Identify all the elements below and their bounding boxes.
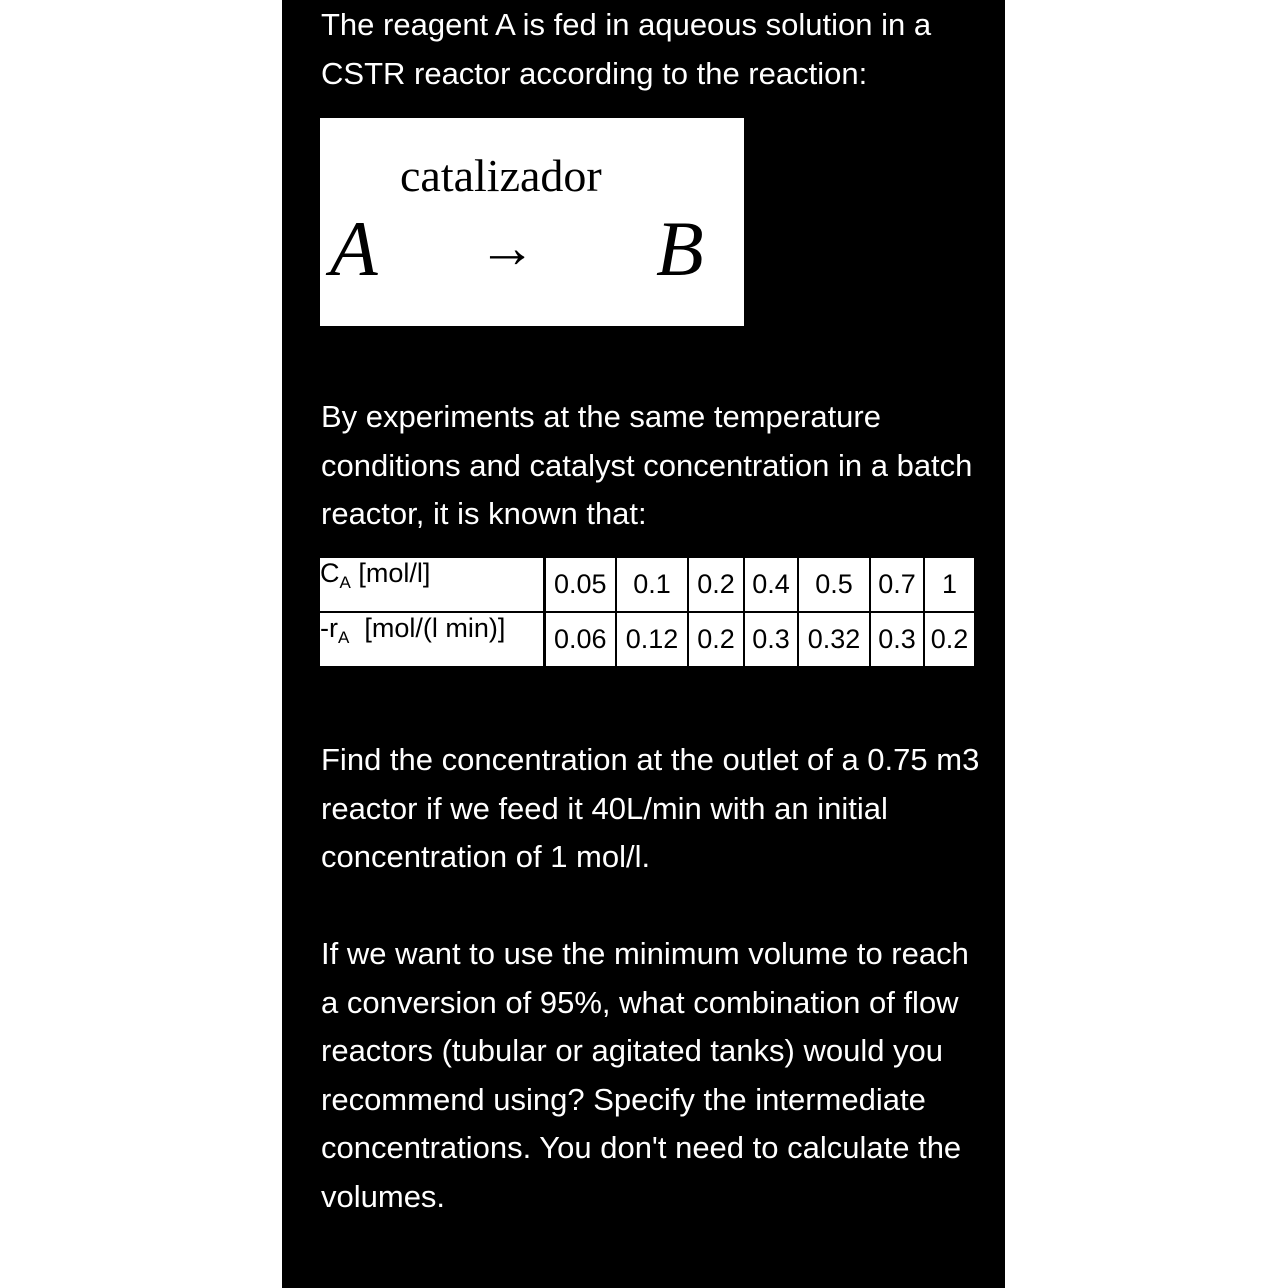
table-cell: 0.2 — [924, 612, 974, 666]
table-cell: 0.1 — [616, 558, 688, 612]
question-two-paragraph: If we want to use the minimum volume to reach a conversion of 95%, what combination of flow reactors (tubular or agitated tanks) would you recommend using? Specify the intermediate concentrations. You don't need to calculate the volumes. — [321, 936, 969, 1214]
reaction-arrow-icon: → — [478, 215, 536, 280]
reactant-symbol: A — [330, 205, 378, 292]
reaction-equation-image — [320, 118, 744, 326]
intro-paragraph: The reagent A is fed in aqueous solution in a CSTR reactor according to the reaction: — [321, 7, 932, 91]
table-cell: 0.5 — [798, 558, 870, 612]
table-cell: 0.06 — [544, 612, 616, 666]
table-cell: 0.12 — [616, 612, 688, 666]
table-cell: 0.2 — [688, 612, 744, 666]
table-cell: 0.32 — [798, 612, 870, 666]
rate-data-table — [320, 558, 974, 666]
rate-header: $-r_A$ [mol/(l min)] — [320, 612, 544, 666]
experiments-paragraph: By experiments at the same temperature conditions and catalyst concentration in a batch reactor, it is known that: — [321, 399, 973, 531]
product-symbol: B — [656, 205, 704, 292]
table-cell: 0.3 — [870, 612, 924, 666]
table-cell: 0.7 — [870, 558, 924, 612]
question-one-paragraph: Find the concentration at the outlet of a 0.75 m3 reactor if we feed it 40L/min with an initial concentration of 1 mol/l. — [321, 742, 980, 874]
table-cell: 0.2 — [688, 558, 744, 612]
table-row-rate — [320, 612, 974, 666]
table-cell: 0.4 — [744, 558, 798, 612]
concentration-header: $C_A$ [mol/l] — [320, 558, 544, 612]
table-row-concentration — [320, 558, 974, 612]
table-cell: 1 — [924, 558, 974, 612]
table-cell: 0.05 — [544, 558, 616, 612]
document-page — [282, 0, 1005, 1288]
table-cell: 0.3 — [744, 612, 798, 666]
catalyst-label: catalizador — [400, 150, 602, 201]
